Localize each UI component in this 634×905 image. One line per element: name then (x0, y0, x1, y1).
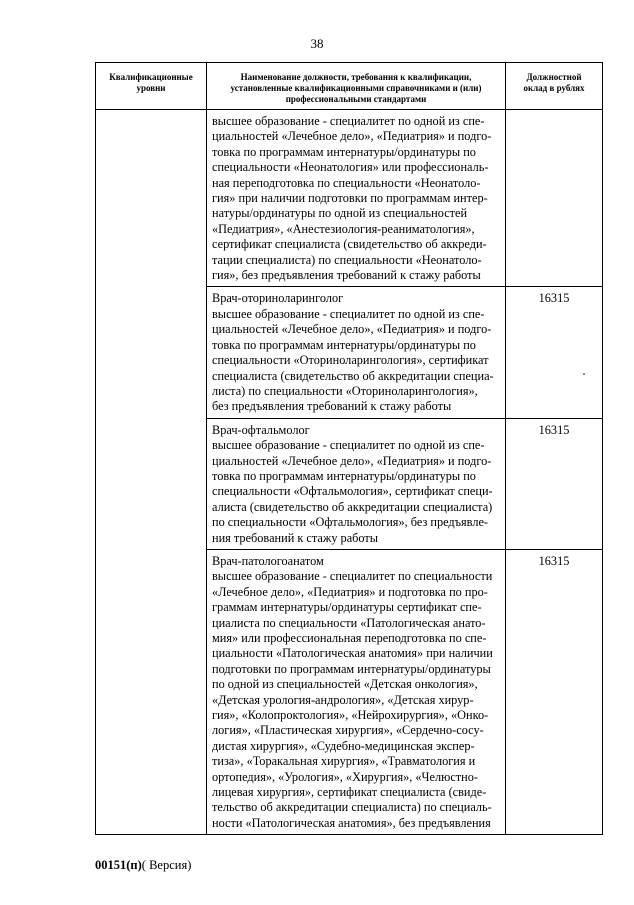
table-row (96, 110, 603, 287)
salary-value (506, 110, 602, 114)
page-number: 38 (310, 36, 324, 51)
position-description-cell (207, 418, 506, 549)
document-footer (95, 858, 191, 873)
position-description: Врач-оториноларинголог высшее образование - специалитет по одной из спе- циальностей «Лечебное дело», «Педиатрия» и подго- товка по программам интернатуры/ординатуры по специальности «Оториноларингология», сертификат специалиста (свидетельство об аккредитации специа- листа) по специальности «Оториноларингология», без предъявления требований к стажу работы (212, 291, 494, 414)
salary-cell (506, 418, 603, 549)
salary-cell (506, 287, 603, 418)
salary-value: 16315 (538, 291, 570, 306)
salary-cell (506, 110, 603, 287)
position-description-cell (207, 549, 506, 834)
header-position-requirements: Наименование должности, требования к квалификации, установленные квалификационными справочниками и (или) профессиональными стандартами (207, 63, 506, 110)
salary-cell (506, 549, 603, 834)
salary-value: 16315 (538, 553, 570, 568)
header-salary: Должностной оклад в рублях (506, 63, 603, 110)
position-description-cell (207, 287, 506, 418)
salary-value: 16315 (538, 422, 570, 437)
position-description: Врач-офтальмолог высшее образование - специалитет по одной из спе- циальностей «Лечебное дело», «Педиатрия» и подго- товка по программам интернатуры/ординатуры по специальности «Офтальмология», сертификат специ- алиста (свидетельство об аккредитации специалиста) по специальности «Офтальмология», без предъявле- ния требований к стажу работы (212, 422, 493, 545)
document-version: ( Версия) (141, 858, 192, 872)
scan-speck (583, 373, 585, 375)
qualification-table (95, 62, 603, 835)
table-header-row (96, 63, 603, 110)
position-description-cell (207, 110, 506, 287)
document-code: 00151(п) (95, 858, 142, 872)
position-description: высшее образование - специалитет по одной из спе- циальностей «Лечебное дело», «Педиатрия» и подго- товка по программам интернатуры/ординатуры по специальности «Неонатология» или профессиональ- ная переподготовка по специальности «Неонатоло- гия» при наличии подготовки по программам интер- натуры/ординатуры по одной из специальностей «Педиатрия», «Анестезиология-реаниматология», сертификат специалиста (свидетельство об аккреди- тации специалиста) по специальности «Неонатоло- гия», без предъявления требований к стажу работы (212, 114, 492, 283)
qualification-level-cell (96, 110, 207, 835)
position-description: Врач-патологоанатом высшее образование - специалитет по специальности «Лечебное дело», «Педиатрия» и подготовка по про- граммам интернатуры/ординатуры сертификат спе- циалиста по специальности «Патологическая анато- мия» или профессиональная переподготовка по спе- циальности «Патологическая анатомия» при наличии подготовки по программам интернатуры/ординатуры по одной из специальностей «Детская онкология», «Детская урология-андрология», «Детская хирур- гия», «Колопроктология», «Нейрохирургия», «Онко- логия», «Пластическая хирургия», «Сердечно-сосу- дистая хирургия», «Судебно-медицинская экспер- тиза», «Торакальная хирургия», «Травматология и ортопедия», «Урология», «Хирургия», «Челюстно- лицевая хирургия», сертификат специалиста (свиде- тельство об аккредитации специалиста) по специаль- ности «Патологическая анатомия», без предъявления (212, 553, 493, 830)
header-qualification-levels: Квалификационные уровни (96, 63, 207, 110)
